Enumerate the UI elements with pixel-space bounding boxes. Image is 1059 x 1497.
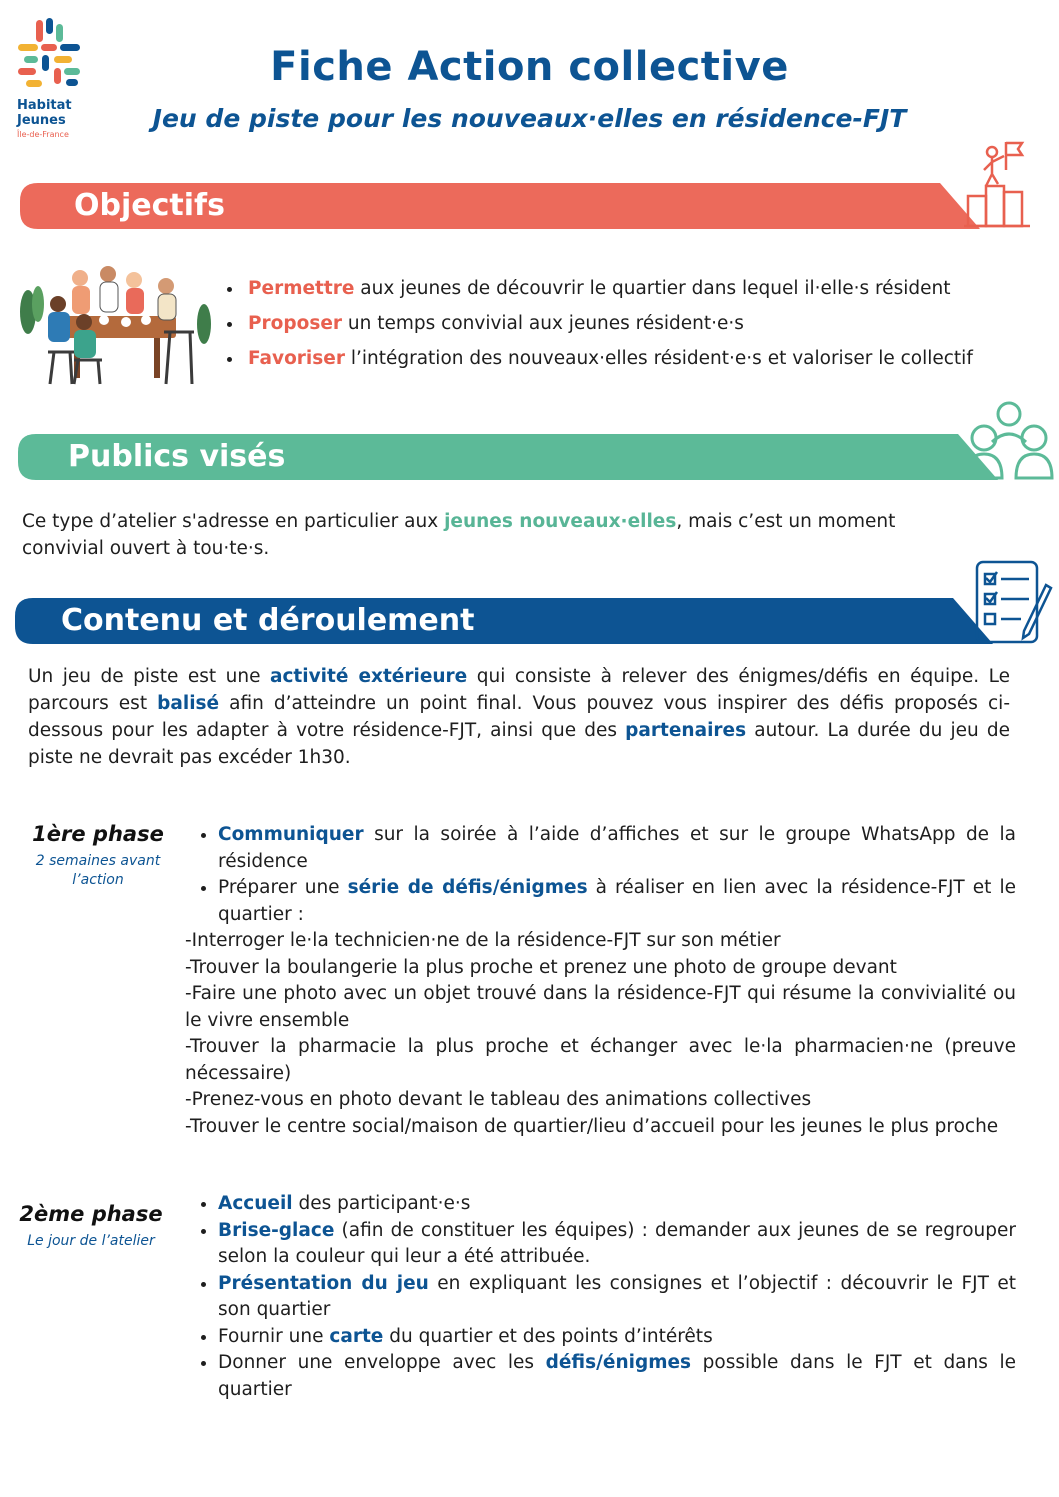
objectif-item: • Proposer un temps convivial aux jeunes résident·e·s xyxy=(244,306,1059,341)
page-title: Fiche Action collective xyxy=(270,44,789,90)
objectif-item: • Permettre aux jeunes de découvrir le quartier dans lequel il·elle·s résident xyxy=(244,271,1059,306)
defi-line: -Trouver la boulangerie la plus proche et prenez une photo de groupe devant xyxy=(185,956,897,978)
phase2-list xyxy=(184,1191,1016,1403)
phase1-subtitle: 2 semaines avant l’action xyxy=(35,853,161,888)
phase2-label xyxy=(8,1202,174,1251)
convivial-meal-illustration xyxy=(14,262,214,386)
podium-flag-icon xyxy=(962,140,1034,230)
checklist-icon xyxy=(973,558,1057,648)
phase1-item: • Communiquer sur la soirée à l’aide d’affiches et sur le groupe WhatsApp de la résidence xyxy=(218,822,1016,875)
phase1-item: • Préparer une série de défis/énigmes à réaliser en lien avec la résidence-FJT et le quartier : xyxy=(218,875,1016,928)
phase2-title: 2ème phase xyxy=(19,1202,163,1226)
objectif-item: • Favoriser l’intégration des nouveaux·elles résident·e·s et valoriser le collectif xyxy=(244,341,1059,376)
logo-region: Île-de-France xyxy=(17,130,69,139)
defi-line: -Trouver le centre social/maison de quartier/lieu d’accueil pour les jeunes le plus proche xyxy=(185,1115,999,1137)
phase2-item: • Accueil des participant·e·s xyxy=(218,1191,1016,1218)
phase1-title: 1ère phase xyxy=(32,822,164,846)
defi-line: -Prenez-vous en photo devant le tableau des animations collectives xyxy=(185,1089,812,1110)
phase2-item: • Brise-glace (afin de constituer les équipes) : demander aux jeunes de se regrouper selon la couleur qui leur a été attribuée. xyxy=(218,1218,1016,1271)
objectifs-list xyxy=(222,271,1059,376)
defis-list xyxy=(185,928,1016,1140)
publics-heading: Publics visés xyxy=(68,439,286,474)
publics-highlight: jeunes nouveaux·elles xyxy=(444,511,677,532)
phase1-label xyxy=(18,822,178,890)
publics-text: Ce type d’atelier s'adresse en particulier aux jeunes nouveaux·elles, mais c’est un moment convivial ouvert à tou·te·s. xyxy=(22,511,896,559)
phase2-item: • Présentation du jeu en expliquant les consignes et l’objectif : découvrir le FJT et son quartier xyxy=(218,1271,1016,1324)
phase2-item: • Fournir une carte du quartier et des points d’intérêts xyxy=(218,1324,1016,1351)
page-subtitle: Jeu de piste pour les nouveaux·elles en résidence-FJT xyxy=(152,104,907,133)
group-people-icon xyxy=(962,400,1056,482)
phase2-item: • Donner une enveloppe avec les défis/énigmes possible dans le FJT et dans le quartier xyxy=(218,1350,1016,1403)
objectifs-heading: Objectifs xyxy=(74,188,225,223)
defi-line: -Trouver la pharmacie la plus proche et échanger avec le·la pharmacien·ne (preuve nécessaire) xyxy=(185,1036,1016,1084)
contenu-heading: Contenu et déroulement xyxy=(61,603,475,638)
defi-line: -Interroger le·la technicien·ne de la résidence-FJT sur son métier xyxy=(185,930,781,951)
phase1-list xyxy=(184,822,1016,928)
logo-wordmark: Habitat Jeunes xyxy=(17,98,72,128)
contenu-intro: Un jeu de piste est une activité extérieure qui consiste à relever des énigmes/défis en équipe. Le parcours est balisé afin d’atteindre un point final. Vous pouvez vous inspirer des défis proposés ci-dessous pour les adapter à votre résidence-FJT, ainsi que des partenaires autour. La durée du jeu de piste ne devrait pas excéder 1h30. xyxy=(28,666,1011,768)
phase2-subtitle: Le jour de l’atelier xyxy=(27,1233,155,1249)
defi-line: -Faire une photo avec un objet trouvé dans la résidence-FJT qui résume la convivialité ou le vivre ensemble xyxy=(185,983,1016,1031)
